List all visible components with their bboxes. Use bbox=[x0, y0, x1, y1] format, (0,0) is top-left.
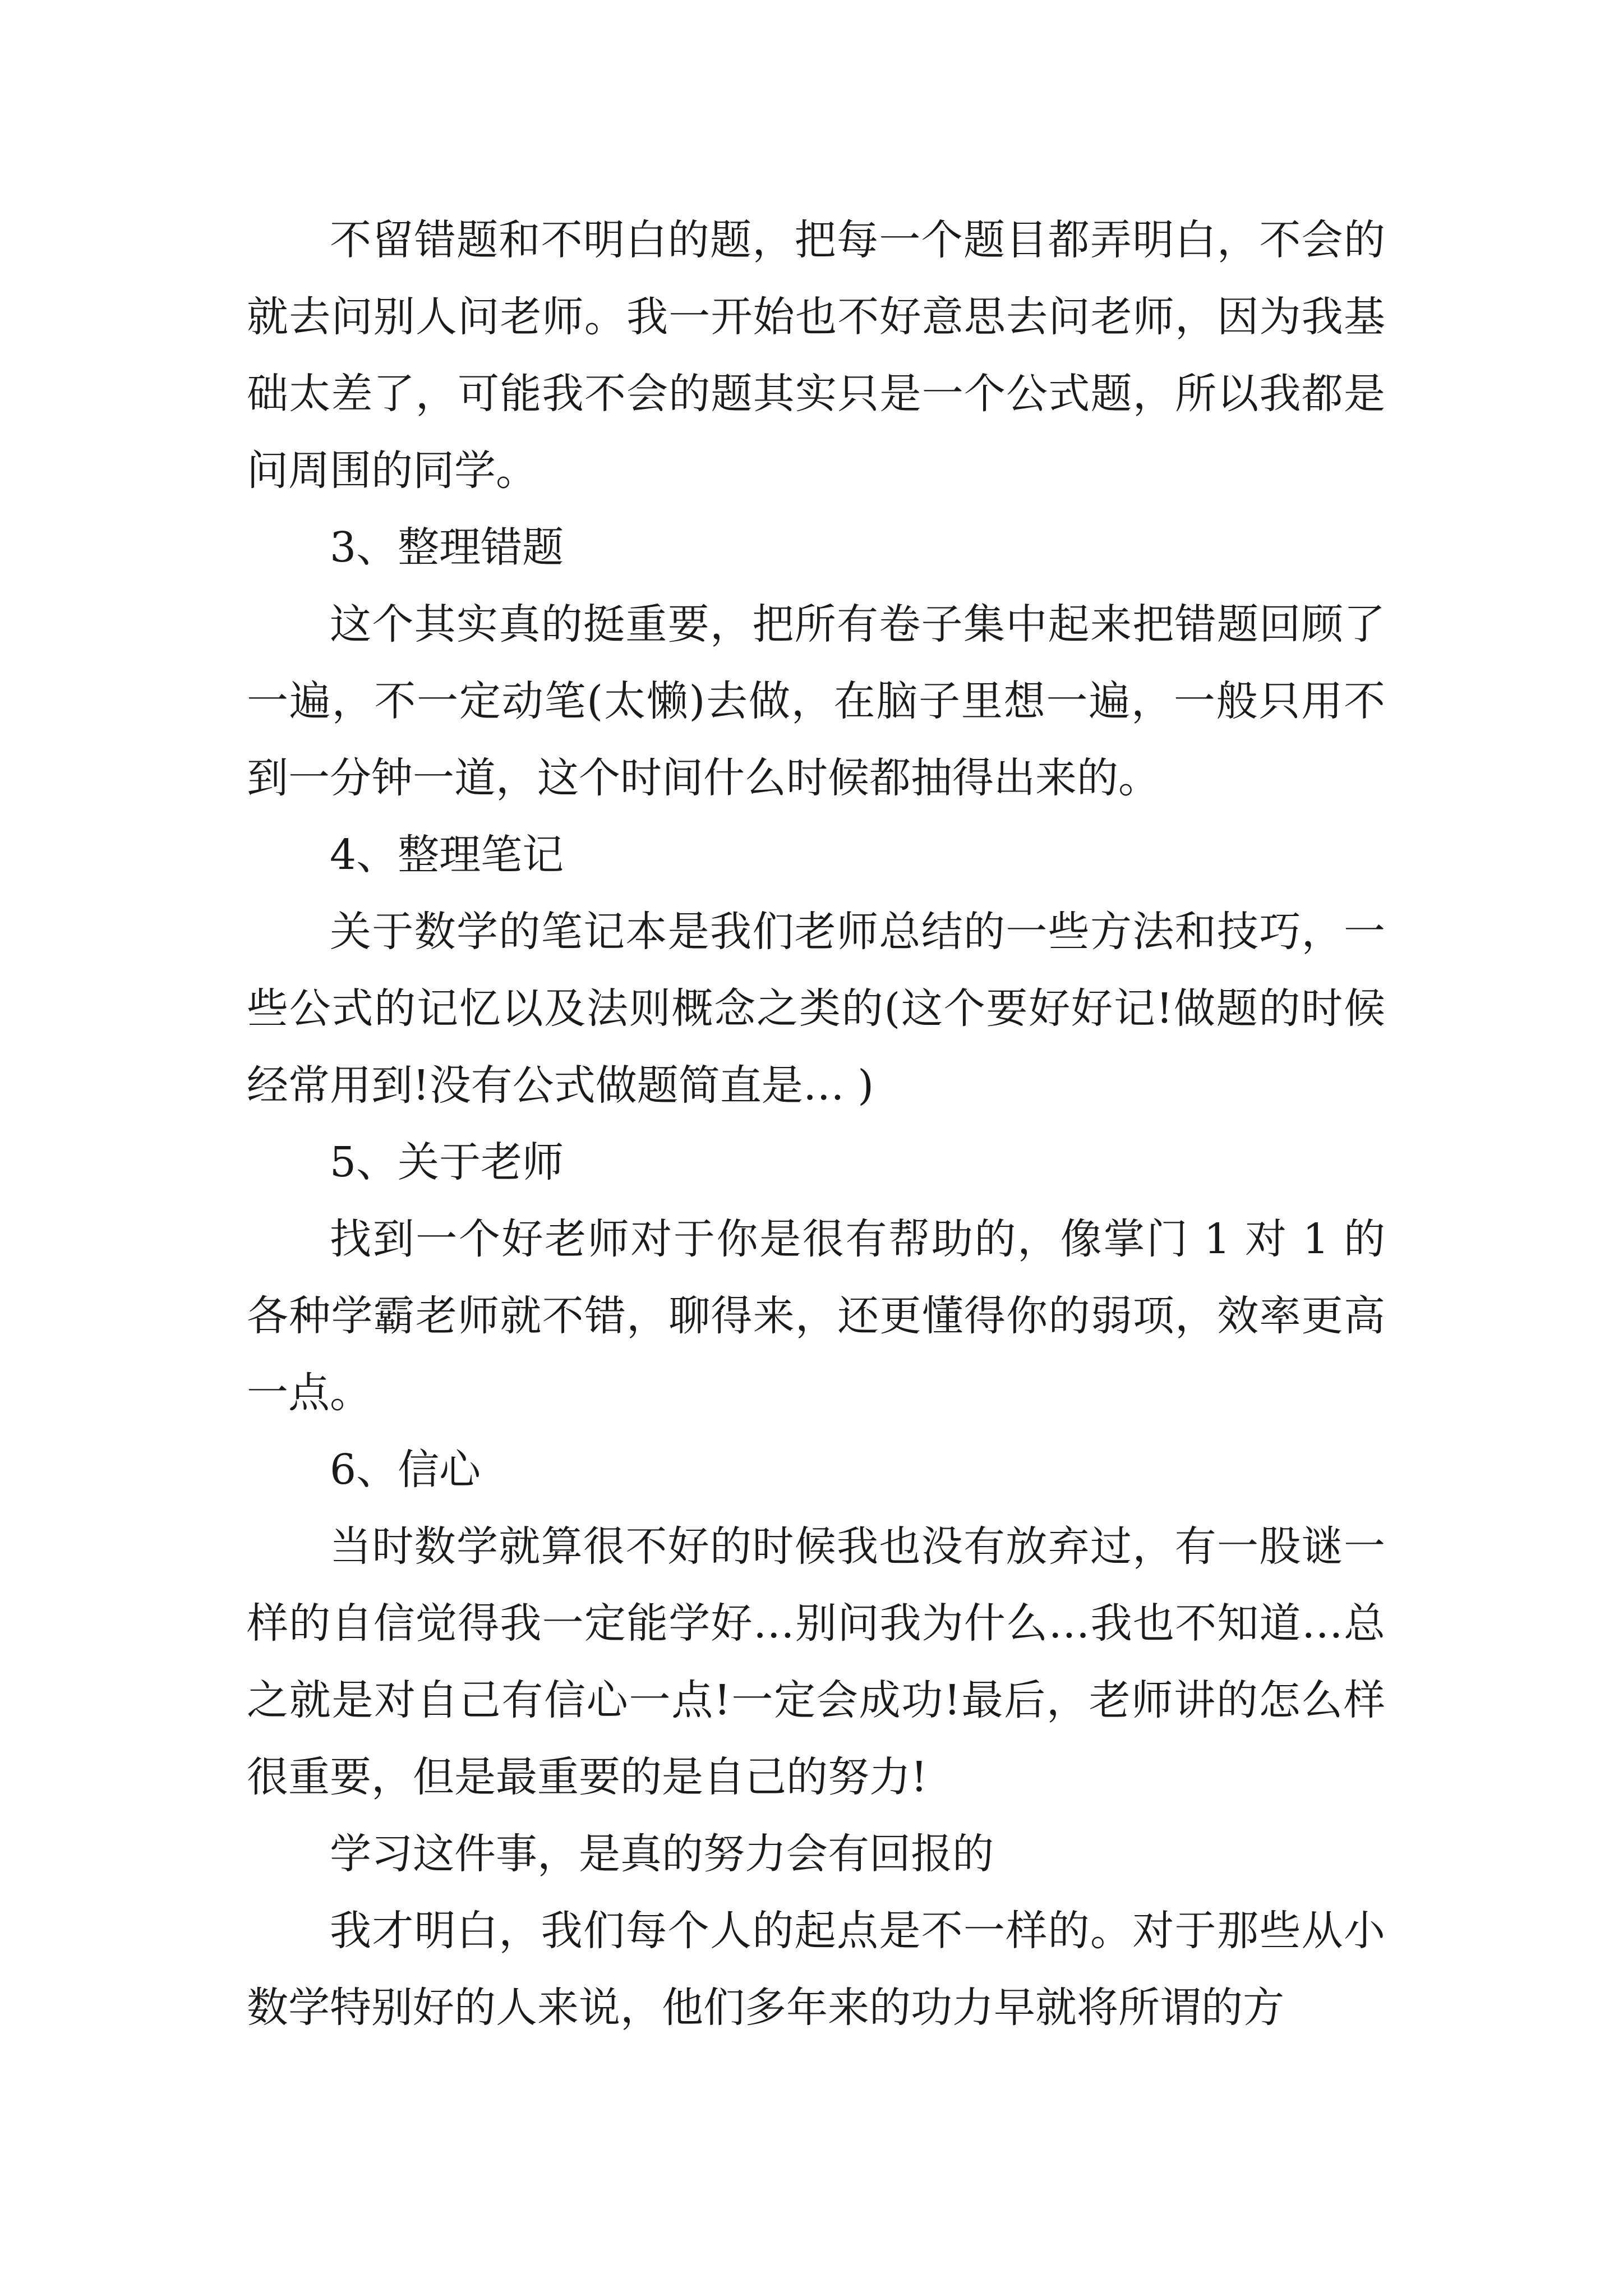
paragraph-about-teacher: 找到一个好老师对于你是很有帮助的，像掌门 1 对 1 的各种学霸老师就不错，聊得来，还更懂得你的弱项，效率更高一点。 bbox=[247, 1215, 1385, 1417]
paragraph-organize-wrong-questions: 这个其实真的挺重要，把所有卷子集中起来把错题回顾了一遍，不一定动笔(太懒)去做，在脑子里想一遍，一般只用不到一分钟一道，这个时间什么时候都抽得出来的。 bbox=[247, 600, 1385, 802]
heading-organize-wrong-questions: 3、整理错题 bbox=[330, 523, 564, 572]
paragraph-confidence: 当时数学就算很不好的时候我也没有放弃过，有一股谜一样的自信觉得我一定能学好…别问我为什么…我也不知道…总之就是对自己有信心一点!一定会成功!最后，老师讲的怎么样很重要，但是最重要的是自己的努力! bbox=[247, 1522, 1385, 1801]
paragraph-organize-notes: 关于数学的笔记本是我们老师总结的一些方法和技巧，一些公式的记忆以及法则概念之类的(这个要好好记!做题的时候经常用到!没有公式做题简直是… ) bbox=[247, 908, 1385, 1110]
heading-about-teacher: 5、关于老师 bbox=[330, 1138, 564, 1186]
document-body bbox=[247, 202, 1385, 2046]
heading-confidence: 6、信心 bbox=[330, 1446, 481, 1494]
heading-organize-notes: 4、整理笔记 bbox=[330, 831, 564, 879]
paragraph-effort-pays-off: 学习这件事，是真的努力会有回报的 bbox=[330, 1830, 994, 1878]
paragraph-wrong-questions-intro: 不留错题和不明白的题，把每一个题目都弄明白，不会的就去问别人问老师。我一开始也不好意思去问老师，因为我基础太差了，可能我不会的题其实只是一个公式题，所以我都是问周围的同学。 bbox=[247, 216, 1385, 495]
paragraph-starting-point: 我才明白，我们每个人的起点是不一样的。对于那些从小数学特别好的人来说，他们多年来的功力早就将所谓的方 bbox=[247, 1907, 1385, 2032]
